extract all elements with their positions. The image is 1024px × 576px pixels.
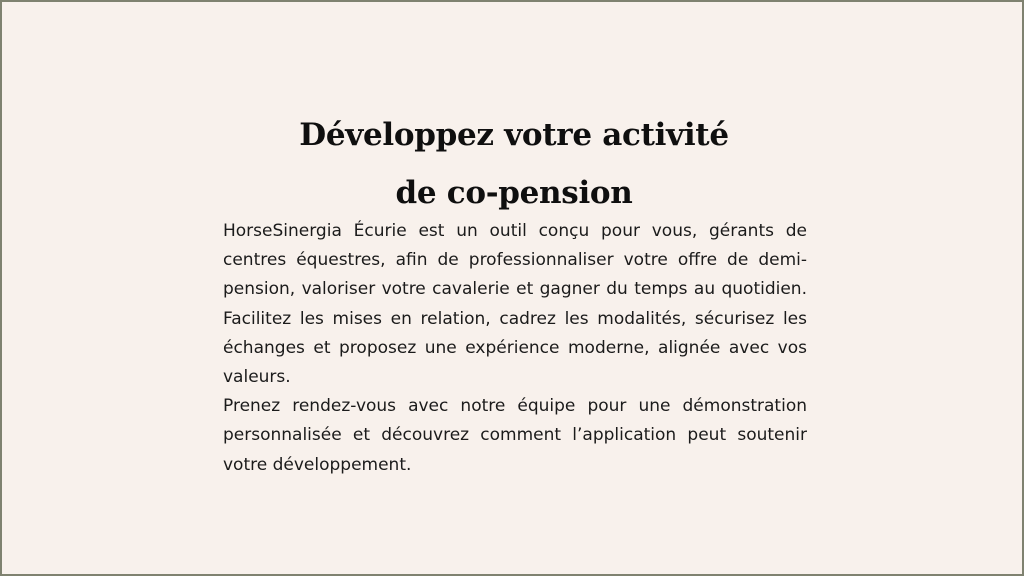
title-line-1: Développez votre activité	[299, 117, 729, 153]
body-text	[223, 217, 807, 480]
paragraph-cta: Prenez rendez-vous avec notre équipe pour une démonstration personnalisée et découvrez comment l’application peut soutenir votre développement.	[223, 396, 807, 475]
title-line-2: de co-pension	[395, 175, 633, 211]
paragraph-intro: HorseSinergia Écurie est un outil conçu pour vous, gérants de centres équestres, afin de professionnaliser votre offre de demi-pension, valoriser votre cavalerie et gagner du temps au quotidien. Facilitez les mises en relation, cadrez les modalités, sécurisez les échanges et proposez une expérience moderne, alignée avec vos valeurs.	[223, 221, 807, 388]
page-title	[2, 106, 1024, 222]
